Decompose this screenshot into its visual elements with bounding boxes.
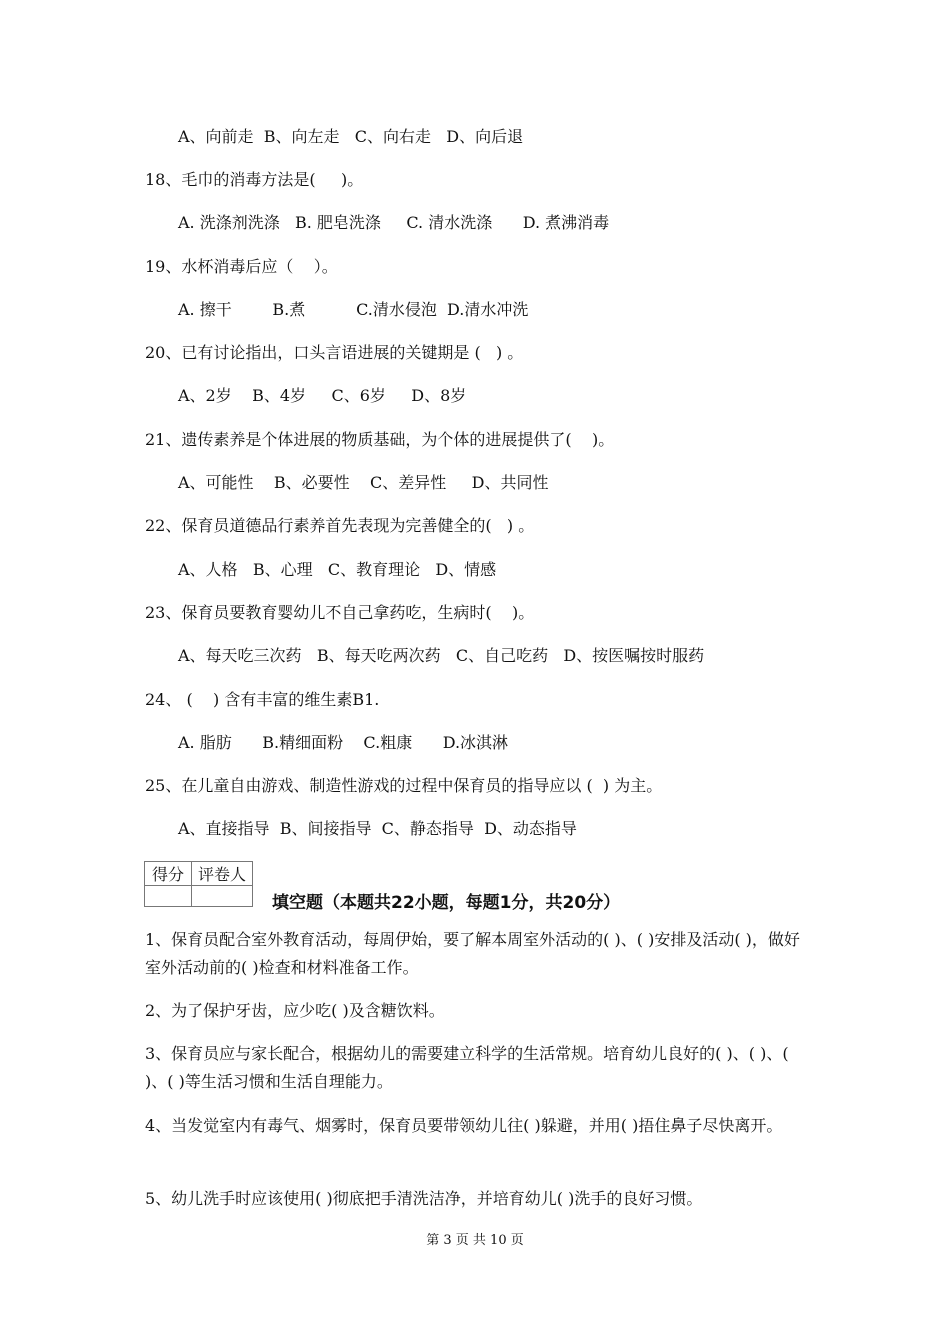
q23-options: A、每天吃三次药 B、每天吃两次药 C、自己吃药 D、按医嘱按时服药 [178,646,705,665]
q22-options: A、人格 B、心理 C、教育理论 D、情感 [178,560,497,579]
score-label: 得分 [145,862,192,886]
q20-options: A、2岁 B、4岁 C、6岁 D、8岁 [178,386,467,405]
grader-label: 评卷人 [192,862,253,886]
fill-blank-2: 2、为了保护牙齿，应少吃( )及含糖饮料。 [145,1001,445,1020]
q21-options: A、可能性 B、必要性 C、差异性 D、共同性 [178,473,549,492]
section-title: 填空题（本题共22小题，每题1分，共20分） [272,893,621,913]
fill-blank-1: 1、保育员配合室外教育活动，每周伊始，要了解本周室外活动的( )、( )安排及活动( )，做好室外活动前的( )检查和材料准备工作。 [145,930,800,977]
q25-stem: 25、在儿童自由游戏、制造性游戏的过程中保育员的指导应以 ( ) 为主。 [145,776,663,795]
page-footer: 第 3 页 共 10 页 [426,1233,524,1248]
score-cell [145,886,192,907]
fill-blank-4: 4、当发觉室内有毒气、烟雾时，保育员要带领幼儿往( )躲避，并用( )捂住鼻子尽快离开。 [145,1116,783,1135]
fill-blank-5: 5、幼儿洗手时应该使用( )彻底把手清洗洁净，并培育幼儿( )洗手的良好习惯。 [145,1189,703,1208]
q17-options: A、向前走 B、向左走 C、向右走 D、向后退 [178,127,524,146]
q19-options: A. 擦干 B.煮 C.清水侵泡 D.清水冲洗 [178,300,529,319]
q22-stem: 22、保育员道德品行素养首先表现为完善健全的( ) 。 [145,516,535,535]
q18-options: A. 洗涤剂洗涤 B. 肥皂洗涤 C. 清水洗涤 D. 煮沸消毒 [178,213,610,232]
q20-stem: 20、已有讨论指出，口头言语进展的关键期是 ( ) 。 [145,343,524,362]
q23-stem: 23、保育员要教育婴幼儿不自己拿药吃，生病时( )。 [145,603,535,622]
q24-stem: 24、 ( ) 含有丰富的维生素B1. [145,690,380,709]
q24-options: A. 脂肪 B.精细面粉 C.粗康 D.冰淇淋 [178,733,509,752]
q19-stem: 19、水杯消毒后应（ ）。 [145,257,338,276]
q21-stem: 21、遗传素养是个体进展的物质基础，为个体的进展提供了( )。 [145,430,615,449]
score-table [144,861,253,907]
q25-options: A、直接指导 B、间接指导 C、静态指导 D、动态指导 [178,819,577,838]
q18-stem: 18、毛巾的消毒方法是( )。 [145,170,364,189]
fill-blank-3: 3、保育员应与家长配合，根据幼儿的需要建立科学的生活常规。培育幼儿良好的( )、( )、( )、( )等生活习惯和生活自理能力。 [145,1044,789,1091]
grader-cell [192,886,253,907]
